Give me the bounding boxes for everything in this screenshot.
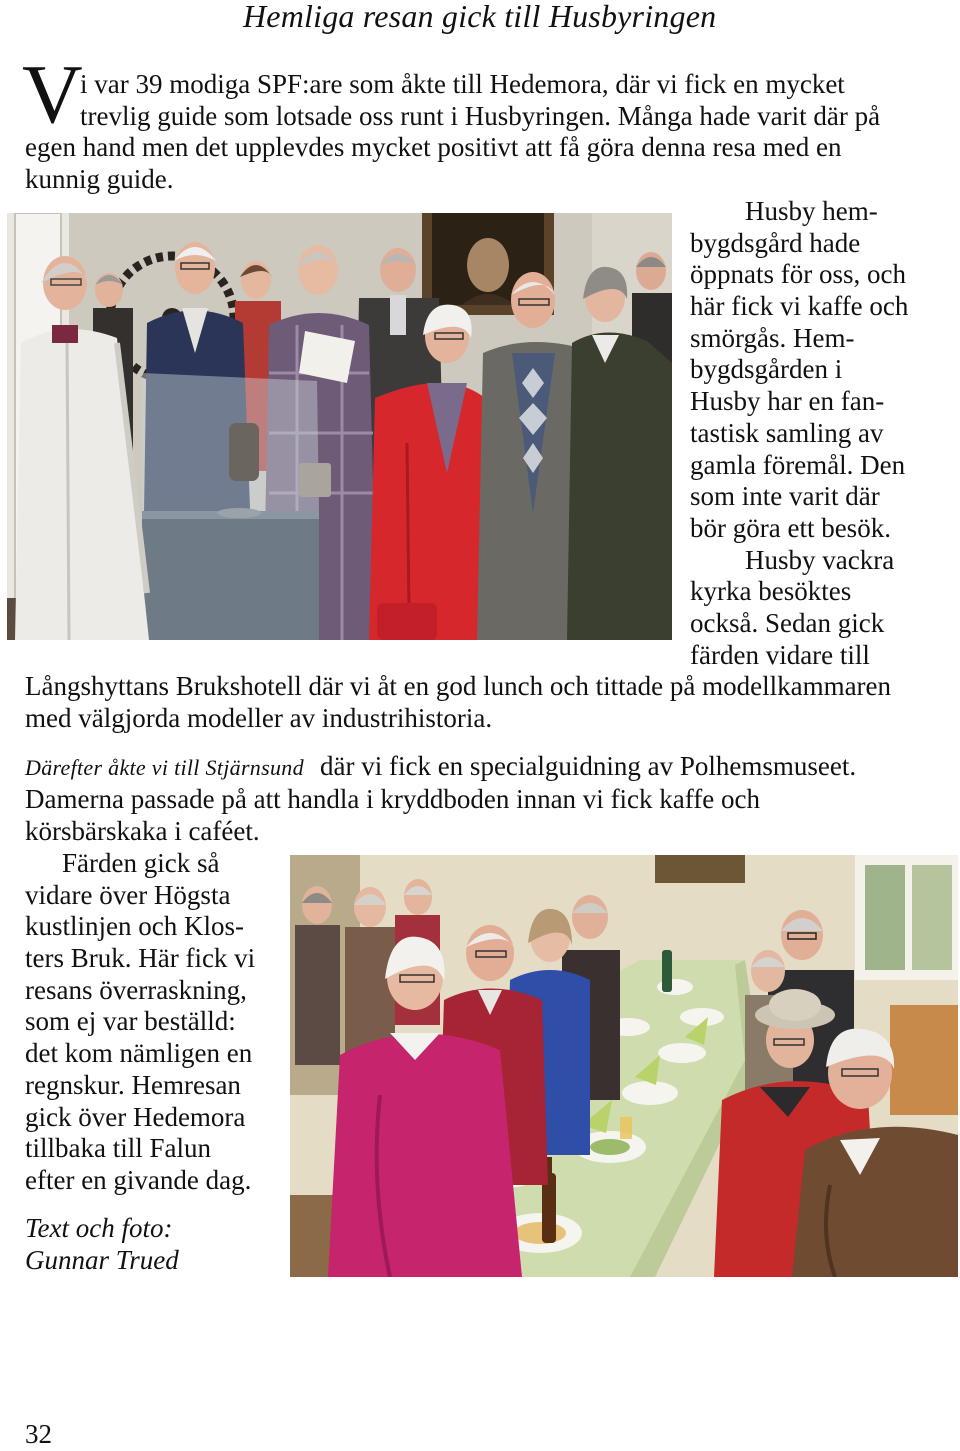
intro-paragraph [0, 69, 880, 196]
wall-picture [655, 855, 745, 883]
pewter-cup [299, 463, 331, 497]
full-width-line: Långshyttans Brukshotell där vi åt en god lunch och tittade på modellkammaren [25, 671, 892, 701]
display-case [142, 373, 331, 640]
chair [890, 1005, 958, 1115]
return-line: gick över Hedemora [25, 1101, 246, 1132]
husby-line: kyrka besöktes [690, 576, 852, 607]
return-line: regnskur. Hemresan [25, 1069, 241, 1100]
husby-column [690, 196, 908, 671]
husby-line: bör göra ett besök. [690, 512, 891, 543]
photo-dinner-table [290, 855, 958, 1277]
page-number: 32 [25, 1419, 52, 1449]
husby-line: här fick vi kaffe och [690, 291, 909, 322]
return-line: kustlinjen och Klos- [25, 911, 244, 942]
intro-line: trevlig guide som lotsade oss runt i Husbyringen. Många hade varit där på [80, 100, 881, 131]
husby-line: gamla föremål. Den [690, 449, 906, 480]
husby-line: bygdsgård hade [690, 227, 861, 258]
return-line: vidare över Högsta [25, 879, 231, 910]
stjarnsund-paragraph [25, 784, 760, 847]
husby-line: smörgås. Hem- [690, 322, 855, 353]
full-width-paragraph [25, 671, 891, 734]
return-line: resans överraskning, [25, 974, 247, 1005]
pewter-jug [229, 423, 259, 481]
return-line: ters Bruk. Här fick vi [25, 943, 256, 974]
husby-line: öppnats för oss, och [690, 259, 906, 290]
byline [25, 1213, 179, 1276]
drop-cap: V [22, 48, 83, 141]
husby-line: Husby vackra [745, 544, 895, 575]
stjarnsund-line: körsbärskaka i caféet. [25, 815, 260, 846]
husby-line: tastisk samling av [690, 417, 884, 448]
return-line: tillbaka till Falun [25, 1133, 211, 1164]
husby-line: också. Sedan gick [690, 607, 885, 638]
byline-author: Gunnar Trued [25, 1244, 179, 1275]
husby-line: Husby hem- [745, 196, 878, 226]
intro-line: i var 39 modiga SPF:are som åkte till Hedemora, där vi fick en mycket [80, 69, 845, 99]
return-column [25, 848, 255, 1197]
intro-line: kunnig guide. [25, 164, 174, 195]
handwritten-lead: Därefter åkte vi till Stjärnsund [25, 755, 304, 780]
husby-line: färden vidare till [690, 639, 870, 670]
intro-line: egen hand men det upplevdes mycket positivt att få göra denna resa med en [25, 132, 842, 163]
stjarnsund-rest: där vi fick en specialguidning av Polhemsmuseet. [320, 751, 857, 781]
return-line: som ej var beställd: [25, 1006, 236, 1037]
husby-line: Husby har en fan- [690, 386, 885, 417]
husby-line: som inte varit där [690, 481, 880, 512]
water-bottle [662, 950, 672, 992]
full-width-line: med välgjorda modeller av industrihistoria. [25, 702, 493, 733]
byline-label: Text och foto: [25, 1213, 173, 1243]
photo-museum-group [7, 213, 672, 640]
red-bag [377, 603, 437, 640]
stjarnsund-first-line [25, 751, 856, 784]
return-line: efter en givande dag. [25, 1164, 252, 1195]
article-title: Hemliga resan gick till Husbyringen [243, 0, 717, 34]
return-line: Färden gick så [62, 848, 220, 878]
stjarnsund-line: Damerna passade på att handla i kryddboden innan vi fick kaffe och [25, 784, 760, 814]
husby-line: bygdsgården i [690, 354, 843, 385]
return-line: det kom nämligen en [25, 1038, 253, 1069]
